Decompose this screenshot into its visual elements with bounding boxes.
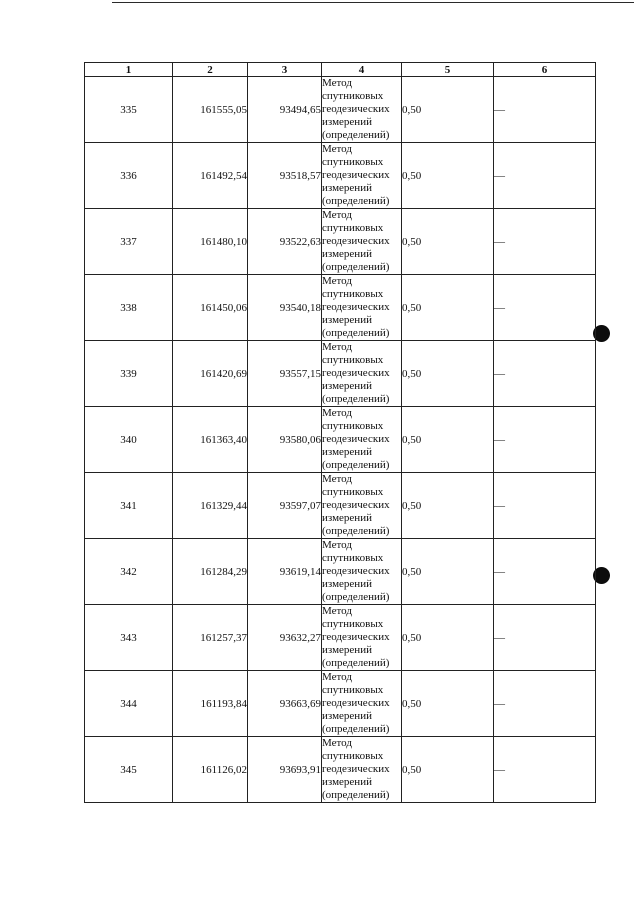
column-header: 6 xyxy=(494,63,596,77)
method-text-line: Метод xyxy=(322,539,352,551)
note-cell: — xyxy=(494,473,596,539)
method-text-line: геодезических xyxy=(322,499,390,511)
note-cell: — xyxy=(494,341,596,407)
method-cell xyxy=(322,143,402,209)
point-number-cell: 337 xyxy=(85,209,173,275)
note-cell: — xyxy=(494,275,596,341)
method-text-line: измерений xyxy=(322,446,372,458)
method-text-line: спутниковых xyxy=(322,750,384,762)
table-row xyxy=(85,275,596,341)
y-coordinate-cell: 93540,18 xyxy=(248,275,322,341)
method-text-line: (определений) xyxy=(322,591,390,603)
method-cell xyxy=(322,473,402,539)
column-header: 2 xyxy=(173,63,248,77)
accuracy-cell: 0,50 xyxy=(402,473,494,539)
method-cell xyxy=(322,275,402,341)
note-cell: — xyxy=(494,539,596,605)
accuracy-cell: 0,50 xyxy=(402,539,494,605)
x-coordinate-cell: 161193,84 xyxy=(173,671,248,737)
method-text-line: измерений xyxy=(322,314,372,326)
method-text-line: спутниковых xyxy=(322,486,384,498)
method-cell xyxy=(322,737,402,803)
x-coordinate-cell: 161420,69 xyxy=(173,341,248,407)
x-coordinate-cell: 161126,02 xyxy=(173,737,248,803)
table-row xyxy=(85,473,596,539)
note-cell: — xyxy=(494,671,596,737)
method-text-line: спутниковых xyxy=(322,354,384,366)
note-cell: — xyxy=(494,605,596,671)
coordinates-table xyxy=(84,62,596,803)
accuracy-cell: 0,50 xyxy=(402,77,494,143)
method-text-line: спутниковых xyxy=(322,552,384,564)
method-text-line: Метод xyxy=(322,341,352,353)
table-row xyxy=(85,77,596,143)
y-coordinate-cell: 93619,14 xyxy=(248,539,322,605)
accuracy-cell: 0,50 xyxy=(402,605,494,671)
method-text-line: (определений) xyxy=(322,657,390,669)
column-header: 3 xyxy=(248,63,322,77)
x-coordinate-cell: 161329,44 xyxy=(173,473,248,539)
point-number-cell: 341 xyxy=(85,473,173,539)
y-coordinate-cell: 93518,57 xyxy=(248,143,322,209)
x-coordinate-cell: 161450,06 xyxy=(173,275,248,341)
method-cell xyxy=(322,605,402,671)
y-coordinate-cell: 93580,06 xyxy=(248,407,322,473)
method-text-line: измерений xyxy=(322,182,372,194)
method-cell xyxy=(322,539,402,605)
accuracy-cell: 0,50 xyxy=(402,671,494,737)
method-text-line: Метод xyxy=(322,77,352,89)
table-row xyxy=(85,407,596,473)
note-cell: — xyxy=(494,737,596,803)
x-coordinate-cell: 161284,29 xyxy=(173,539,248,605)
y-coordinate-cell: 93494,65 xyxy=(248,77,322,143)
method-text-line: (определений) xyxy=(322,129,390,141)
method-text-line: спутниковых xyxy=(322,156,384,168)
point-number-cell: 335 xyxy=(85,77,173,143)
method-text-line: измерений xyxy=(322,776,372,788)
x-coordinate-cell: 161480,10 xyxy=(173,209,248,275)
y-coordinate-cell: 93693,91 xyxy=(248,737,322,803)
method-text-line: Метод xyxy=(322,143,352,155)
table-row xyxy=(85,143,596,209)
method-text-line: измерений xyxy=(322,380,372,392)
table-row xyxy=(85,341,596,407)
method-text-line: геодезических xyxy=(322,631,390,643)
y-coordinate-cell: 93522,63 xyxy=(248,209,322,275)
point-number-cell: 344 xyxy=(85,671,173,737)
table-row xyxy=(85,539,596,605)
y-coordinate-cell: 93557,15 xyxy=(248,341,322,407)
method-text-line: измерений xyxy=(322,710,372,722)
method-text-line: спутниковых xyxy=(322,288,384,300)
point-number-cell: 338 xyxy=(85,275,173,341)
table-row xyxy=(85,737,596,803)
method-text-line: Метод xyxy=(322,473,352,485)
method-text-line: Метод xyxy=(322,671,352,683)
method-text-line: (определений) xyxy=(322,393,390,405)
x-coordinate-cell: 161492,54 xyxy=(173,143,248,209)
point-number-cell: 342 xyxy=(85,539,173,605)
point-number-cell: 343 xyxy=(85,605,173,671)
method-text-line: измерений xyxy=(322,578,372,590)
table-row xyxy=(85,209,596,275)
method-text-line: Метод xyxy=(322,737,352,749)
method-text-line: измерений xyxy=(322,512,372,524)
method-text-line: Метод xyxy=(322,605,352,617)
method-text-line: геодезических xyxy=(322,103,390,115)
accuracy-cell: 0,50 xyxy=(402,275,494,341)
point-number-cell: 340 xyxy=(85,407,173,473)
column-header: 1 xyxy=(85,63,173,77)
method-cell xyxy=(322,341,402,407)
page-top-rule xyxy=(112,2,634,3)
method-text-line: геодезических xyxy=(322,235,390,247)
method-text-line: геодезических xyxy=(322,433,390,445)
method-text-line: (определений) xyxy=(322,723,390,735)
method-cell xyxy=(322,209,402,275)
method-text-line: геодезических xyxy=(322,697,390,709)
method-text-line: геодезических xyxy=(322,301,390,313)
method-cell xyxy=(322,407,402,473)
x-coordinate-cell: 161555,05 xyxy=(173,77,248,143)
accuracy-cell: 0,50 xyxy=(402,143,494,209)
y-coordinate-cell: 93663,69 xyxy=(248,671,322,737)
method-text-line: геодезических xyxy=(322,367,390,379)
method-text-line: измерений xyxy=(322,248,372,260)
method-text-line: Метод xyxy=(322,275,352,287)
point-number-cell: 345 xyxy=(85,737,173,803)
y-coordinate-cell: 93632,27 xyxy=(248,605,322,671)
method-cell xyxy=(322,671,402,737)
method-text-line: спутниковых xyxy=(322,222,384,234)
accuracy-cell: 0,50 xyxy=(402,209,494,275)
point-number-cell: 339 xyxy=(85,341,173,407)
method-text-line: (определений) xyxy=(322,327,390,339)
note-cell: — xyxy=(494,209,596,275)
method-text-line: геодезических xyxy=(322,763,390,775)
note-cell: — xyxy=(494,407,596,473)
method-text-line: спутниковых xyxy=(322,618,384,630)
method-text-line: спутниковых xyxy=(322,420,384,432)
method-text-line: геодезических xyxy=(322,565,390,577)
column-header: 5 xyxy=(402,63,494,77)
method-text-line: (определений) xyxy=(322,789,390,801)
method-text-line: спутниковых xyxy=(322,90,384,102)
method-text-line: (определений) xyxy=(322,261,390,273)
method-text-line: спутниковых xyxy=(322,684,384,696)
y-coordinate-cell: 93597,07 xyxy=(248,473,322,539)
note-cell: — xyxy=(494,77,596,143)
table-header-row xyxy=(85,63,596,77)
table-body xyxy=(85,77,596,803)
x-coordinate-cell: 161363,40 xyxy=(173,407,248,473)
method-text-line: (определений) xyxy=(322,195,390,207)
method-cell xyxy=(322,77,402,143)
method-text-line: измерений xyxy=(322,644,372,656)
column-header: 4 xyxy=(322,63,402,77)
method-text-line: Метод xyxy=(322,209,352,221)
accuracy-cell: 0,50 xyxy=(402,341,494,407)
method-text-line: (определений) xyxy=(322,525,390,537)
table-row xyxy=(85,605,596,671)
method-text-line: Метод xyxy=(322,407,352,419)
method-text-line: (определений) xyxy=(322,459,390,471)
accuracy-cell: 0,50 xyxy=(402,407,494,473)
method-text-line: геодезических xyxy=(322,169,390,181)
x-coordinate-cell: 161257,37 xyxy=(173,605,248,671)
accuracy-cell: 0,50 xyxy=(402,737,494,803)
table-row xyxy=(85,671,596,737)
note-cell: — xyxy=(494,143,596,209)
method-text-line: измерений xyxy=(322,116,372,128)
point-number-cell: 336 xyxy=(85,143,173,209)
